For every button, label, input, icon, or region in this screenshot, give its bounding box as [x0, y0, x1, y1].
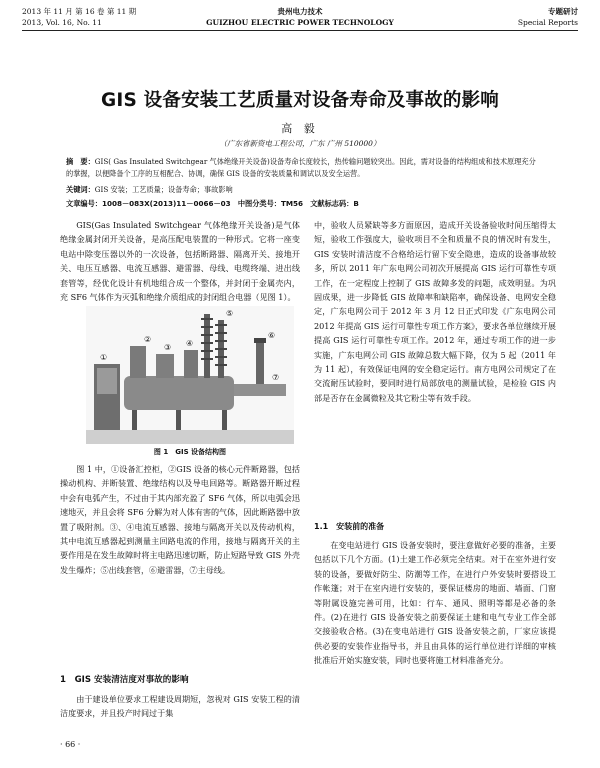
svg-text:①: ① [100, 353, 108, 362]
section-1-text: 由于建设单位要求工程建设周期短，忽视对 GIS 安装工程的清洁度要求，并且投产时间过于集 [60, 694, 300, 719]
figure-caption: 图 1 GIS 设备结构图 [153, 448, 227, 456]
section-name-en: Special Reports [517, 18, 578, 27]
abstract-label: 摘 要： [66, 157, 95, 166]
journal-name-en: GUIZHOU ELECTRIC POWER TECHNOLOGY [206, 18, 394, 27]
affiliation: （广东省新资电工程公司，广东 广州 510000） [219, 139, 381, 148]
keywords-label: 关键词： [66, 185, 95, 194]
intro-paragraph [60, 218, 300, 304]
right-paragraph-1 [314, 218, 556, 405]
figure-description-text: 图 1 中，①设备汇控柜，②GIS 设备的核心元件断路器，包括操动机构、并断装置、绝缘结构以及导电回路等。断路器开断过程中会有电弧产生，不过由于其内部充盈了 SF6 气体，所以电弧会迅速地灭，并且会将 SF6 分解为对人体有害的气体，因此断路器中放置了吸附剂。③、④电流互感器、接地与隔离开关以及传动机构，其中电流互感器起到测量主回路电流的作用，接地与隔离开关的主要作用是在发生故障时将主电路迅速切断，防止短路导致 GIS 外壳发生爆炸；⑤出线套管，⑥避雷器，⑦主母线。 [60, 464, 300, 575]
svg-text:③: ③ [164, 343, 172, 352]
journal-name-cn: 贵州电力技术 [277, 7, 323, 16]
svg-text:④: ④ [186, 339, 194, 348]
intro-text: GIS(Gas Insulated Switchgear 气体绝缘开关设备)是气体绝缘金属封闭开关设备，是高压配电装置的一种形式。它将一座变电站中除变压器以外的一次设备，包括断路器、隔离开关、接地开关、电压互感器、电流互感器、避雷器、母线、电缆终端、进出线套管等，经优化设计有机地组合成一个整体，并封闭于金属壳内，充 SF6 气体作为灭弧和绝缘介质组成的封闭组合电器（见图 1）。 [60, 220, 300, 303]
abstract-text: GIS( Gas Insulated Switchgear 气体绝缘开关设备)设备寿命长度较长，热传输问题较突出。因此，需对设备的结构组成和技术原理充分的掌握，以便降备个工序的互相配合、协调，确保 GIS 设备的安装质量和调试以及安全运营。 [66, 157, 536, 178]
keywords-text: GIS 安装；工艺质量；设备寿命；事故影响 [94, 185, 233, 194]
right-paragraph-1-text: 中，验收人员紧缺等多方面原因，造成开关设备验收时间压缩得太短，验收工作强度大，验收项目不全和质量不良的情况时有发生，GIS 安装时清洁度不合格给运行留下安全隐患，造成的设备事故较多，所以 2011 年广东电网公司初次开展提高 GIS 运行可靠性专项工作，在一定程度上控制了 GIS 故障多发的问题，成效明显。为巩固成果，进一步降低 GIS 故障率和缺陷率，确保设备、电网安全稳定，广东电网公司于 2012 年 3 月 12 日正式印发《广东电网公司 2012 年提高 GIS 运行可靠性专项工作方案》，要求各单位继续开展提高 GIS 运行可靠性专项工作。2012 年，通过专项工作的进一步实施，广东电网公司 GIS 故障总数大幅下降，仅为 5 起（2011 年为 11 起），有效保证电网的安全稳定运行。南方电网公司规定了在交流耐压试验时，要同时进行局部放电的测量试验，是检验 GIS 内部是否存在金属微粒及其它粉尘等有效手段。 [314, 220, 556, 403]
section-1-paragraph [60, 692, 300, 721]
header-rule [22, 30, 578, 31]
article-meta: 文章编号：1008－083X(2013)11－0066－03 中图分类号：TM56 文献标志码：B [66, 199, 359, 208]
svg-text:⑦: ⑦ [272, 373, 280, 382]
gis-structure-figure [86, 306, 294, 444]
figure-description [60, 462, 300, 577]
section-1-1-heading: 1.1 安装前的准备 [314, 522, 385, 531]
author-name: 高 毅 [281, 122, 319, 135]
abstract [66, 156, 536, 180]
section-1-heading: 1 GIS 安装清洁度对事故的影响 [60, 675, 189, 685]
gis-equipment-drawing [86, 306, 294, 444]
right-paragraph-2 [314, 538, 556, 668]
journal-issue-en: 2013, Vol. 16, No. 11 [22, 18, 102, 27]
right-paragraph-2-text: 在变电站进行 GIS 设备安装时，要注意做好必要的准备，主要包括以下几个方面。(1)土建工作必须完全结束。对于在室外进行安装的设备，要做好防尘、防潮等工作，在进行户外安装时要搭设工作帐篷；对于在室内进行安装的，要保证楼房的地面、墙面、门窗等附属设施完善可用，比如：行车、通风、照明等都是必备的条件。(2)在进行 GIS 设备安装之前要保证土建和电气专业工作全部交接验收合格。(3)在变电站进行 GIS 设备安装之前，厂家应该提供必要的安装作业指导书，并且由具体的运行单位进行详细的审核批准后开始实施安装，同时也要将施工材料准备充分。 [314, 540, 556, 666]
svg-text:②: ② [144, 335, 152, 344]
paper-title: GIS 设备安装工艺质量对设备寿命及事故的影响 [101, 90, 499, 111]
svg-text:⑤: ⑤ [226, 309, 234, 318]
keywords [66, 184, 536, 196]
svg-text:⑥: ⑥ [268, 331, 276, 340]
page-number: · 66 · [60, 740, 81, 749]
journal-issue-cn: 2013 年 11 月 第 16 卷 第 11 期 [22, 7, 137, 16]
section-name-cn: 专题研讨 [548, 7, 578, 16]
